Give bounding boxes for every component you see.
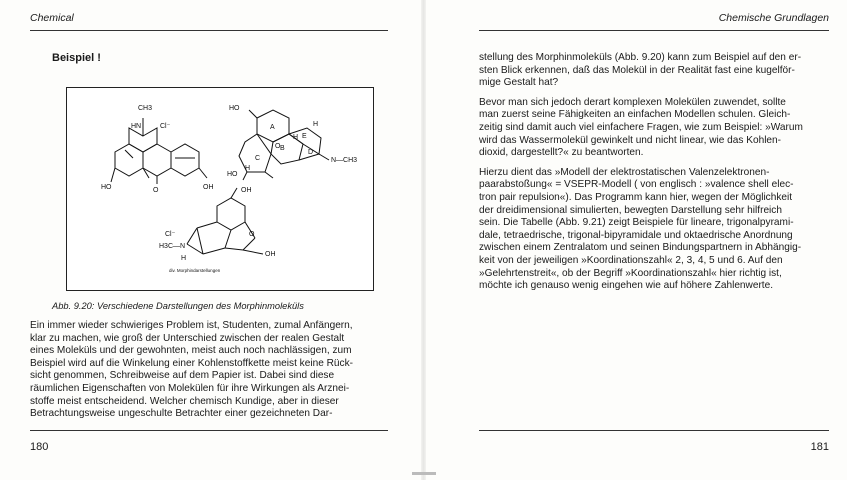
right-body-line: zwischen einem Zentralatom und seinen Bindungspartnern in Abhängig- (479, 242, 802, 254)
rings-ho-top-label: HO (229, 105, 240, 112)
right-body-line: sten Blick erkennen, daß das Molekül in der Realität fast eine kugelför- (479, 64, 795, 76)
left-running-head: Chemical (30, 12, 74, 24)
right-body-line: paarabstoßung« = VSEPR-Modell ( von englisch : »valence shell elec- (479, 179, 794, 191)
right-body-line: zeitig sind damit auch viel einfachere Fragen, wie zum Beispiel: »Warum (479, 121, 803, 133)
3d-h-label: H (181, 255, 187, 262)
ring-e-label: E (302, 133, 307, 140)
left-body-line: Ein immer wieder schwieriges Problem ist, Studenten, zumal Anfängern, (30, 320, 353, 331)
right-body-line: »Gelehrtenstreit«, ob der Begriff »Koordinationszahl« hier richtig ist, (479, 267, 782, 279)
morphine-figure (66, 87, 374, 291)
left-page (0, 0, 420, 460)
right-paragraph-1 (479, 52, 803, 90)
rings-h-label-2: H (313, 121, 319, 128)
rings-h-label-3: H (245, 165, 251, 172)
right-body-line: tron pair repulsion«). Das Programm kann hier, wegen der Möglichkeit (479, 191, 793, 203)
right-body-line: der dreidimensional simulierten, bewegten Darstellung sehr hilfreich (479, 204, 782, 216)
flat-cl-label: Cl⁻ (160, 123, 171, 130)
figure-caption: Abb. 9.20: Verschiedene Darstellungen des Morphinmoleküls (52, 301, 304, 311)
rings-o-label: O (275, 143, 281, 150)
ring-b-label: B (280, 145, 285, 152)
right-body-line: wird das Wassermolekül gewinkelt und nicht linear, wie das Kohlen- (479, 134, 782, 146)
right-footer-rule (479, 430, 829, 431)
left-body-line: sicht genommen, Schreibweise auf dem Papier ist. Dabei sind diese (30, 370, 335, 382)
right-header-rule (479, 30, 829, 31)
right-running-head: Chemische Grundlagen (718, 12, 829, 24)
example-heading: Beispiel ! (52, 52, 101, 64)
right-body-line: möchte ich genauso wenig eingehen wie auf höhere Zahlenwerte. (479, 280, 774, 292)
flat-ho-label: HO (101, 184, 112, 191)
right-body-line: Bevor man sich jedoch derart komplexen Molekülen zuwendet, sollte (479, 96, 786, 108)
left-body-line: eines Moleküls und der gewohnten, meist auch noch nachlässigen, zum (30, 345, 352, 357)
right-body-line: Hierzu dient das »Modell der elektrostatischen Valenzelektronen- (479, 166, 770, 178)
morphine-structures-drawing (67, 88, 373, 290)
left-header-rule (30, 30, 388, 31)
right-paragraph-2 (479, 97, 803, 160)
left-body-line: klar zu machen, wie groß der Unterschied zwischen der realen Gestalt (30, 332, 345, 344)
left-body-line: Beispiel wird auf die Winkelung einer Kohlenstoffkette meist keine Rück- (30, 357, 353, 369)
right-paragraph-3 (479, 167, 803, 293)
right-body-line: mige Gestalt hat? (479, 77, 559, 89)
left-body-line: räumlichen Eigenschaften von Molekülen für ihre Wirkungen als Arznei- (30, 382, 350, 394)
left-body-line: stoffe meist entscheidend. Welcher chemisch Kundige, aber in dieser (30, 395, 339, 407)
right-body-text (479, 52, 803, 300)
flat-hn-label: HN (131, 123, 142, 130)
rings-n-ch3-label: N—CH3 (331, 157, 358, 164)
rings-h-label-1: H (293, 134, 299, 141)
right-page-number: 181 (810, 441, 829, 453)
right-body-line: keit von der jeweiligen »Koordinationszahl« 2, 3, 4, 5 und 6. Auf den (479, 254, 783, 266)
left-body-text (30, 320, 353, 421)
structure-flat (111, 118, 207, 184)
flat-oh-label: OH (203, 184, 214, 191)
3d-oh-label: OH (241, 187, 252, 194)
right-body-line: man zuerst seine Fähigkeiten an einfachen Modellen schulen. Gleich- (479, 109, 791, 121)
flat-ch3-label: CH3 (138, 105, 153, 112)
3d-oh-bottom-label: OH (265, 251, 276, 258)
ring-d-label: D (308, 149, 314, 156)
left-body-line: Betrachtungsweise ungeschulte Betrachter einer gezeichneten Dar- (30, 408, 333, 420)
3d-o-label: O (249, 231, 255, 238)
figure-tiny-caption: div. Morphindarstellungen (169, 268, 221, 273)
structure-3d (187, 188, 263, 254)
3d-h3c-n-label: H3C—N (159, 243, 186, 250)
left-page-number: 180 (30, 441, 49, 453)
right-body-line: sein. Die Tabelle (Abb. 9.21) zeigt Beispiele für lineare, trigonalpyrami- (479, 217, 794, 229)
rings-ho-bottom-label: HO (227, 171, 238, 178)
book-gutter (421, 0, 426, 480)
left-footer-rule (30, 430, 388, 431)
right-page (427, 0, 847, 460)
flat-o-label: O (153, 187, 159, 194)
ring-c-label: C (255, 155, 261, 162)
right-body-line: dale, tetraedrische, trigonal-bipyramidale und oktaedrische Anordnung (479, 229, 793, 241)
right-body-line: dioxid, dargestellt?« zu beantworten. (479, 147, 644, 159)
ring-a-label: A (270, 124, 275, 131)
scan-artifact (412, 472, 436, 475)
right-body-line: stellung des Morphinmoleküls (Abb. 9.20) kann zum Beispiel auf den er- (479, 52, 802, 63)
3d-cl-label: Cl⁻ (165, 231, 176, 238)
